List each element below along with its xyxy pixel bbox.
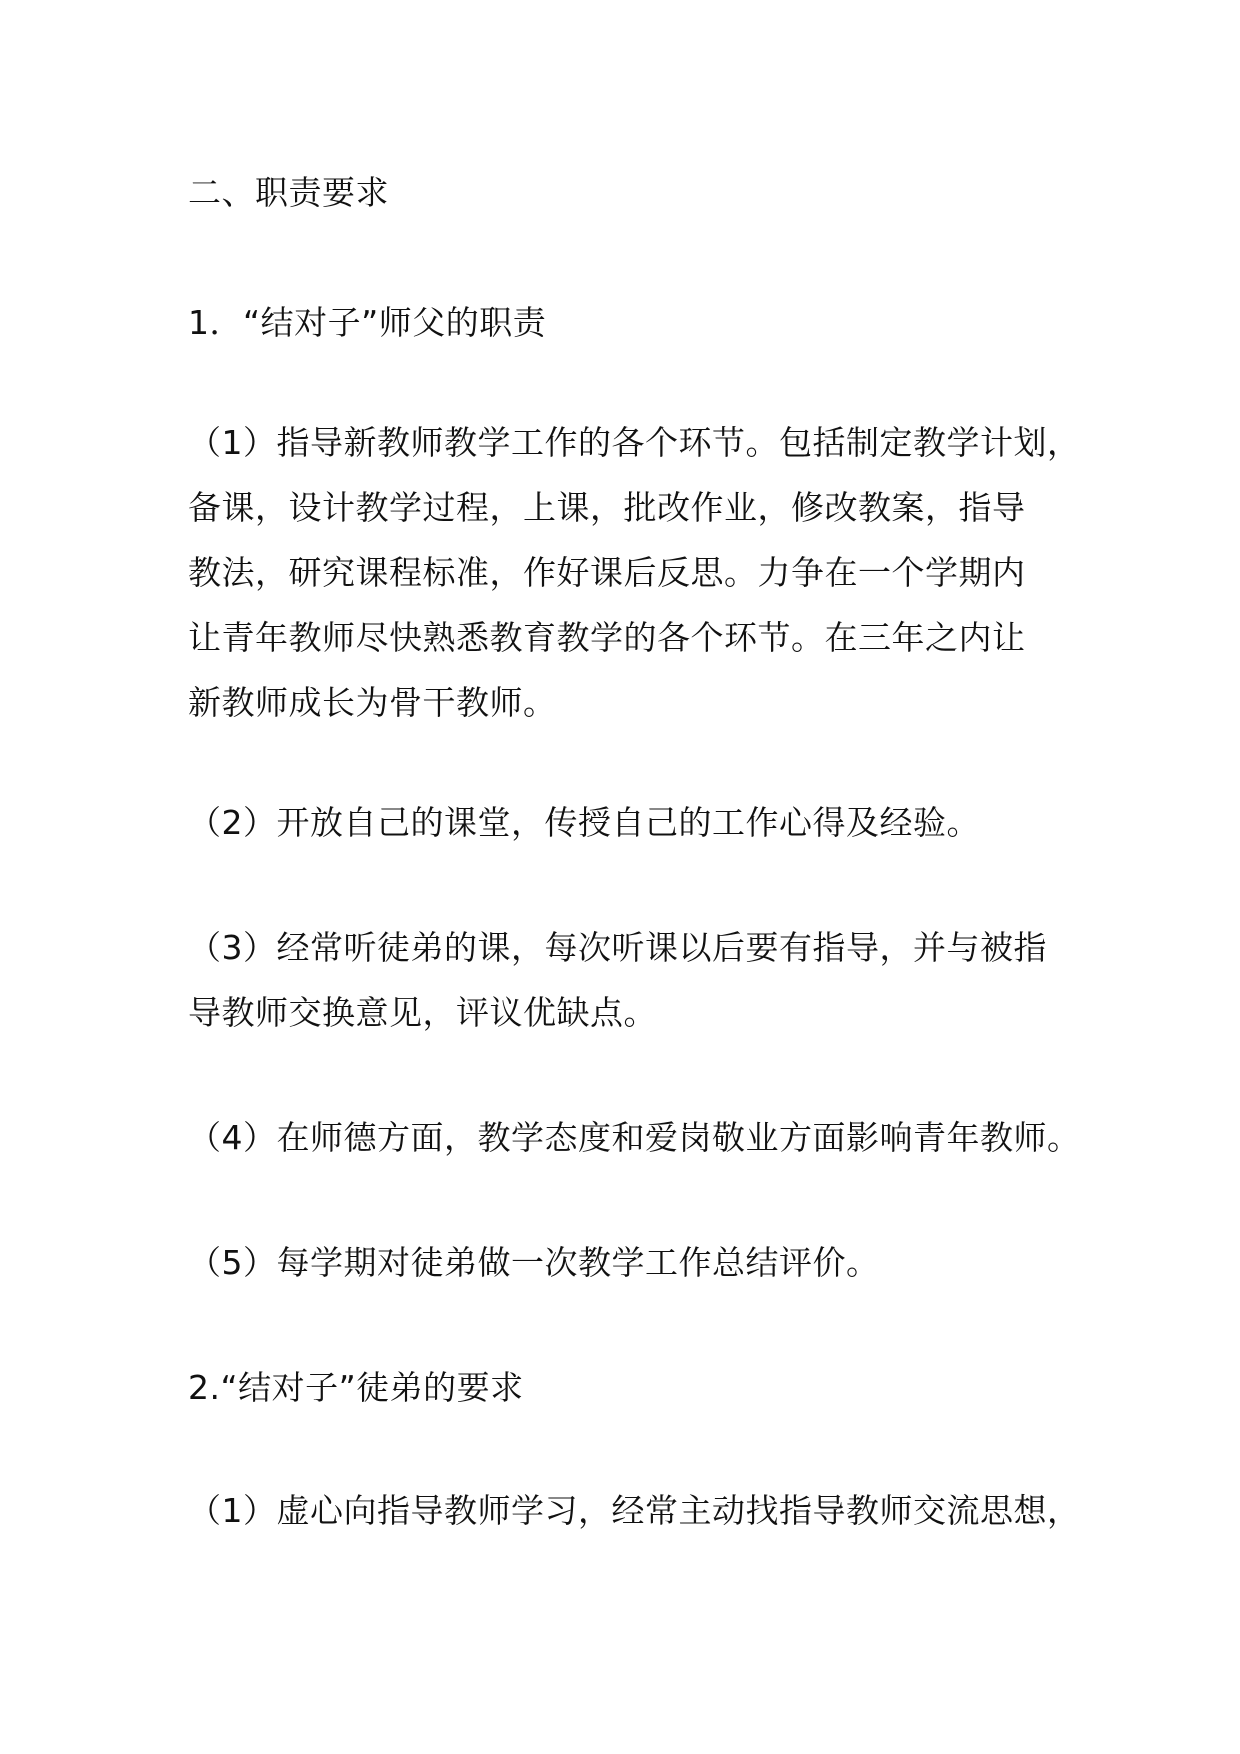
text-line: （1）指导新教师教学工作的各个环节。包括制定教学计划，: [188, 423, 1081, 462]
text-line: （1）虚心向指导教师学习，经常主动找指导教师交流思想，: [188, 1491, 1081, 1530]
text-line: 让青年教师尽快熟悉教育教学的各个环节。在三年之内让: [188, 618, 1026, 657]
mentor-duty-2: [188, 790, 1088, 855]
mentor-duty-1: [188, 410, 1088, 735]
text-line: （4）在师德方面，教学态度和爱岗敬业方面影响青年教师。: [188, 1118, 1081, 1157]
text-line: （5）每学期对徒弟做一次教学工作总结评价。: [188, 1243, 880, 1282]
text-line: 备课，设计教学过程，上课，批改作业，修改教案，指导: [188, 488, 1026, 527]
text-line: 新教师成长为骨干教师。: [188, 683, 557, 722]
subsection-2-heading: 2.“结对子”徒弟的要求: [188, 1368, 524, 1407]
section-heading: 二、职责要求: [188, 173, 389, 212]
text-line: 导教师交换意见，评议优缺点。: [188, 993, 657, 1032]
apprentice-requirement-1: [188, 1478, 1088, 1543]
text-line: 教法，研究课程标准，作好课后反思。力争在一个学期内: [188, 553, 1026, 592]
text-line: （2）开放自己的课堂，传授自己的工作心得及经验。: [188, 803, 980, 842]
text-line: （3）经常听徒弟的课，每次听课以后要有指导，并与被指: [188, 928, 1047, 967]
mentor-duty-3: [188, 915, 1088, 1045]
subsection-1-heading: 1．“结对子”师父的职责: [188, 303, 547, 342]
mentor-duty-4: [188, 1105, 1088, 1170]
mentor-duty-5: [188, 1230, 1088, 1295]
